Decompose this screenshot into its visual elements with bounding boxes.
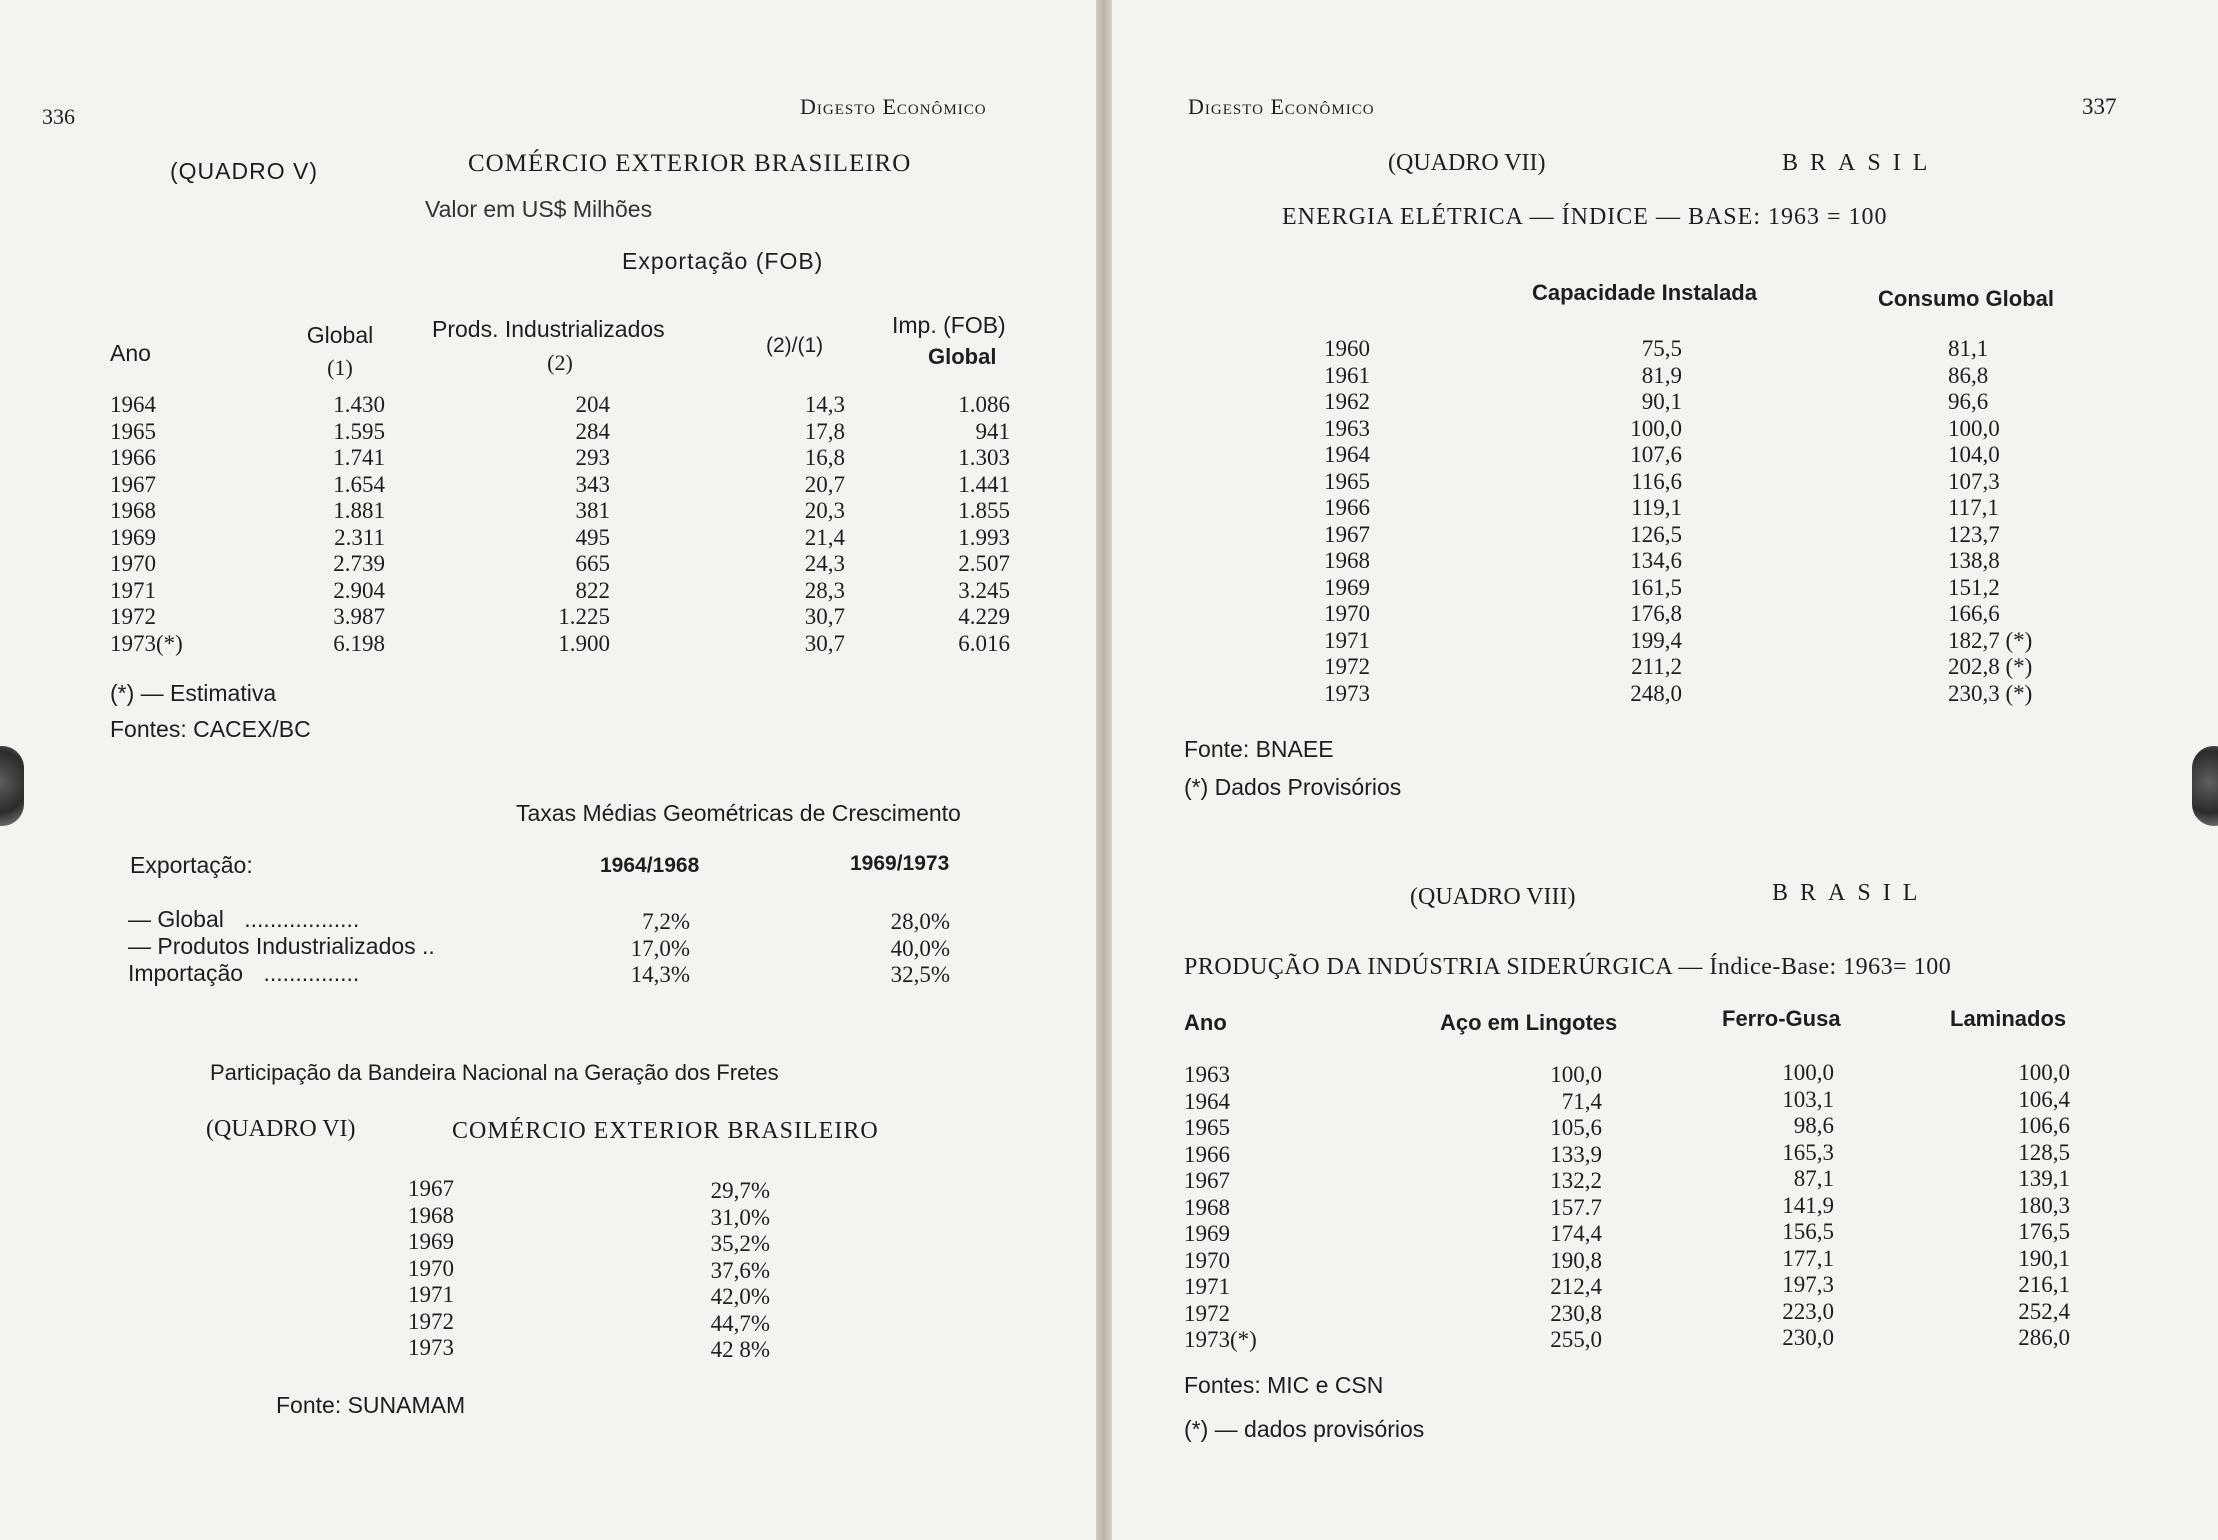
period-2: 1969/1973 [850, 852, 950, 875]
taxas-v1-cell: 17,0% [630, 935, 690, 961]
year-cell: 1972 [1184, 1300, 1230, 1326]
ratio-cell: 20,7 [804, 471, 845, 497]
consumo-cell: 166,6 [1948, 601, 2000, 626]
year-cell: 1970 [1184, 1247, 1230, 1273]
taxas-row-label: — Global [128, 906, 224, 932]
fretes-value: 37,6% [710, 1257, 770, 1283]
global-cell: 2.739 [333, 551, 385, 576]
header-ano: Ano [110, 340, 151, 366]
prods-cell: 293 [575, 445, 610, 470]
ratio-cell: 17,8 [804, 418, 845, 444]
year-cell: 1966 [1324, 495, 1370, 520]
year-cell: 1965 [1184, 1115, 1230, 1140]
laminados-cell: 252,4 [2018, 1298, 2070, 1324]
year-cell: 1967 [1184, 1168, 1230, 1193]
fretes-year: 1969 [408, 1229, 454, 1254]
fretes-value: 29,7% [710, 1178, 770, 1203]
year-cell: 1968 [1184, 1194, 1230, 1220]
year-cell: 1965 [1324, 468, 1370, 494]
aco-cell: 100,0 [1550, 1062, 1602, 1087]
laminados-cell: 106,4 [2018, 1086, 2070, 1112]
capacidade-cell: 90,1 [1641, 389, 1682, 414]
year-cell: 1967 [1324, 521, 1370, 547]
ferro-cell: 165,3 [1782, 1139, 1834, 1165]
page-number: 336 [42, 104, 75, 129]
fretes-value: 42,0% [710, 1284, 770, 1309]
consumo-cell: 117,1 [1948, 495, 1999, 520]
year-cell: 1969 [110, 524, 156, 550]
left-page [0, 0, 1096, 1540]
laminados-cell: 106,6 [2018, 1113, 2070, 1138]
prods-cell: 822 [575, 577, 610, 603]
binding-hole [0, 746, 24, 826]
year-cell: 1972 [110, 604, 156, 629]
year-cell: 1970 [110, 551, 156, 576]
quadro-v-years [110, 392, 230, 657]
global-cell: 1.430 [333, 392, 385, 417]
year-cell: 1967 [110, 471, 156, 497]
quadro-viii-aco [1502, 1062, 1602, 1354]
quadro-vii-years [1324, 336, 1424, 707]
capacidade-cell: 248,0 [1630, 680, 1682, 706]
taxas-row-label: Importação [128, 960, 244, 986]
year-cell: 1973(*) [1184, 1327, 1257, 1352]
header-ferro: Ferro-Gusa [1722, 1006, 1841, 1031]
imp-cell: 1.855 [958, 498, 1010, 523]
quadro-v-label: (QUADRO V) [170, 158, 318, 184]
header-capacidade: Capacidade Instalada [1532, 280, 1757, 305]
right-page [1112, 0, 2218, 1540]
quadro-vii-consumo [1948, 336, 2108, 707]
prods-cell: 204 [575, 392, 610, 417]
running-head: Digesto Econômico [1188, 94, 1375, 119]
running-head: Digesto Econômico [800, 94, 987, 119]
capacidade-cell: 119,1 [1631, 495, 1682, 520]
taxas-v1 [560, 908, 690, 988]
quadro-viii-country: BRASIL [1772, 880, 1930, 906]
year-cell: 1965 [110, 418, 156, 444]
taxas-row [128, 960, 435, 987]
consumo-cell: 81,1 [1948, 336, 1989, 361]
taxas-v2 [820, 908, 950, 988]
year-cell: 1962 [1324, 389, 1370, 414]
fretes-year: 1967 [408, 1176, 454, 1201]
ratio-cell: 20,3 [804, 498, 845, 523]
quadro-viii-ferro [1734, 1060, 1834, 1352]
quadro-vi-subtitle: COMÉRCIO EXTERIOR BRASILEIRO [452, 1118, 879, 1144]
year-cell: 1968 [1324, 548, 1370, 573]
quadro-vii-country: BRASIL [1782, 150, 1940, 176]
quadro-v-imp [900, 392, 1010, 657]
header-imp: Imp. (FOB) [892, 312, 1006, 338]
laminados-cell: 286,0 [2018, 1325, 2070, 1350]
ferro-cell: 177,1 [1782, 1245, 1834, 1271]
ferro-cell: 197,3 [1782, 1272, 1834, 1297]
header-global: Global [306, 322, 374, 348]
participacao-title: Participação da Bandeira Nacional na Geração dos Fretes [210, 1060, 779, 1085]
imp-cell: 2.507 [958, 551, 1010, 576]
year-cell: 1970 [1324, 601, 1370, 626]
taxas-v2-cell: 28,0% [890, 909, 950, 934]
quadro-viii-laminados [1970, 1060, 2070, 1352]
laminados-cell: 139,1 [2018, 1166, 2070, 1191]
consumo-cell: 182,7 (*) [1948, 627, 2033, 653]
aco-cell: 255,0 [1550, 1327, 1602, 1352]
prods-cell: 381 [575, 498, 610, 523]
consumo-cell: 100,0 [1948, 415, 2000, 441]
ferro-cell: 223,0 [1782, 1298, 1834, 1324]
year-cell: 1969 [1184, 1221, 1230, 1246]
quadro-viii-note: (*) — dados provisórios [1184, 1416, 1425, 1442]
imp-cell: 4.229 [958, 604, 1010, 629]
imp-cell: 3.245 [958, 577, 1010, 603]
header-aco: Aço em Lingotes [1440, 1010, 1618, 1035]
consumo-cell: 107,3 [1948, 468, 2000, 494]
imp-cell: 1.993 [958, 524, 1010, 550]
global-cell: 6.198 [333, 630, 385, 656]
quadro-vi-label: (QUADRO VI) [206, 1116, 356, 1142]
capacidade-cell: 134,6 [1630, 548, 1682, 573]
fretes-year: 1968 [408, 1202, 454, 1228]
header-prods-n: (2) [547, 350, 573, 375]
capacidade-cell: 211,2 [1631, 654, 1682, 679]
taxas-row [128, 906, 435, 933]
taxas-v1-cell: 14,3% [630, 962, 690, 987]
laminados-cell: 128,5 [2018, 1139, 2070, 1165]
prods-cell: 343 [575, 471, 610, 497]
export-heading: Exportação (FOB) [622, 248, 824, 274]
aco-cell: 157.7 [1550, 1194, 1602, 1220]
quadro-vii-subtitle: ENERGIA ELÉTRICA — ÍNDICE — BASE: 1963 = 100 [1282, 204, 1888, 230]
fretes-value: 42 8% [710, 1337, 770, 1362]
imp-cell: 1.441 [958, 471, 1010, 497]
year-cell: 1966 [1184, 1141, 1230, 1167]
header-ratio: (2)/(1) [766, 334, 824, 357]
capacidade-cell: 126,5 [1630, 521, 1682, 547]
year-cell: 1971 [1184, 1274, 1230, 1299]
quadro-v-global [280, 392, 385, 657]
prods-cell: 284 [575, 418, 610, 444]
binding-hole [2192, 746, 2218, 826]
fretes-year: 1972 [408, 1308, 454, 1334]
global-cell: 1.741 [333, 445, 385, 470]
page-number: 337 [2082, 94, 2117, 119]
capacidade-cell: 161,5 [1630, 574, 1682, 600]
taxas-row-dots: ............... [263, 960, 360, 986]
aco-cell: 105,6 [1550, 1115, 1602, 1140]
aco-cell: 133,9 [1550, 1141, 1602, 1167]
fretes-value: 31,0% [710, 1204, 770, 1230]
capacidade-cell: 100,0 [1630, 415, 1682, 441]
ferro-cell: 141,9 [1782, 1192, 1834, 1218]
taxas-row [128, 933, 435, 960]
quadro-v-title: COMÉRCIO EXTERIOR BRASILEIRO [468, 150, 912, 177]
consumo-cell: 138,8 [1948, 548, 2000, 573]
aco-cell: 71,4 [1561, 1088, 1602, 1114]
year-cell: 1969 [1324, 574, 1370, 600]
quadro-vi-values [640, 1178, 770, 1364]
capacidade-cell: 81,9 [1641, 362, 1682, 388]
ratio-cell: 14,3 [804, 392, 845, 417]
aco-cell: 132,2 [1550, 1168, 1602, 1193]
taxas-labels [128, 906, 435, 987]
year-cell: 1973(*) [110, 630, 183, 656]
global-cell: 2.904 [333, 577, 385, 603]
capacidade-cell: 107,6 [1630, 442, 1682, 467]
quadro-v-sources: Fontes: CACEX/BC [110, 716, 311, 742]
fretes-value: 35,2% [710, 1231, 770, 1256]
ferro-cell: 98,6 [1793, 1113, 1834, 1138]
year-cell: 1964 [1184, 1088, 1230, 1114]
aco-cell: 230,8 [1550, 1300, 1602, 1326]
year-cell: 1973 [1324, 680, 1370, 706]
capacidade-cell: 176,8 [1630, 601, 1682, 626]
header-consumo: Consumo Global [1878, 286, 2054, 311]
quadro-vi-source: Fonte: SUNAMAM [276, 1392, 466, 1418]
prods-cell: 1.225 [558, 604, 610, 629]
taxas-v2-cell: 40,0% [890, 935, 950, 961]
ferro-cell: 103,1 [1782, 1086, 1834, 1112]
consumo-cell: 202,8 (*) [1948, 654, 2033, 679]
period-1: 1964/1968 [600, 854, 700, 877]
global-cell: 1.654 [333, 471, 385, 497]
ratio-cell: 16,8 [804, 445, 845, 470]
consumo-cell: 86,8 [1948, 362, 1989, 388]
imp-cell: 941 [975, 418, 1010, 444]
quadro-vii-source: Fonte: BNAEE [1184, 736, 1334, 762]
global-cell: 1.595 [333, 418, 385, 444]
prods-cell: 495 [575, 524, 610, 550]
fretes-value: 44,7% [710, 1310, 770, 1336]
quadro-vii-capacidade [1582, 336, 1682, 707]
year-cell: 1964 [110, 392, 156, 417]
prods-cell: 1.900 [558, 630, 610, 656]
taxas-label: Exportação: [130, 852, 253, 878]
consumo-cell: 230,3 (*) [1948, 680, 2033, 706]
consumo-cell: 151,2 [1948, 574, 2000, 600]
ratio-cell: 30,7 [804, 604, 845, 629]
year-cell: 1963 [1184, 1062, 1230, 1087]
estimate-note: (*) — Estimativa [110, 680, 277, 706]
global-cell: 1.881 [333, 498, 385, 523]
ferro-cell: 156,5 [1782, 1219, 1834, 1244]
consumo-cell: 123,7 [1948, 521, 2000, 547]
ratio-cell: 28,3 [804, 577, 845, 603]
header-prods: Prods. Industrializados [432, 316, 665, 342]
ratio-cell: 21,4 [804, 524, 845, 550]
ratio-cell: 30,7 [804, 630, 845, 656]
imp-cell: 1.086 [958, 392, 1010, 417]
quadro-v-prods [500, 392, 610, 657]
laminados-cell: 100,0 [2018, 1060, 2070, 1085]
taxas-v2-cell: 32,5% [890, 962, 950, 987]
fretes-year: 1970 [408, 1255, 454, 1281]
quadro-vi-years [408, 1176, 508, 1362]
year-cell: 1961 [1324, 362, 1370, 388]
taxas-row-dots: .................. [244, 906, 360, 932]
year-cell: 1963 [1324, 415, 1370, 441]
year-cell: 1966 [110, 445, 156, 470]
quadro-viii-sources: Fontes: MIC e CSN [1184, 1372, 1384, 1398]
aco-cell: 190,8 [1550, 1247, 1602, 1273]
book-gutter [1096, 0, 1112, 1540]
year-cell: 1971 [1324, 627, 1370, 653]
header-laminados: Laminados [1950, 1006, 2067, 1031]
prods-cell: 665 [575, 551, 610, 576]
ferro-cell: 100,0 [1782, 1060, 1834, 1085]
global-cell: 3.987 [333, 604, 385, 629]
quadro-viii-title: PRODUÇÃO DA INDÚSTRIA SIDERÚRGICA — Índice-Base: 1963= 100 [1184, 954, 1952, 980]
year-cell: 1968 [110, 498, 156, 523]
laminados-cell: 216,1 [2018, 1272, 2070, 1297]
year-cell: 1964 [1324, 442, 1370, 467]
consumo-cell: 96,6 [1948, 389, 1989, 414]
quadro-vii-note: (*) Dados Provisórios [1184, 774, 1402, 800]
capacidade-cell: 116,6 [1631, 468, 1682, 494]
quadro-v-ratio [740, 392, 845, 657]
aco-cell: 212,4 [1550, 1274, 1602, 1299]
quadro-viii-label: (QUADRO VIII) [1410, 884, 1576, 910]
taxas-title: Taxas Médias Geométricas de Crescimento [516, 800, 961, 826]
year-cell: 1971 [110, 577, 156, 603]
header-global-n: (1) [327, 355, 353, 380]
fretes-year: 1973 [408, 1335, 454, 1360]
quadro-vii-label: (QUADRO VII) [1388, 150, 1546, 176]
quadro-viii-years [1184, 1062, 1304, 1354]
taxas-row-dots: .. [422, 933, 435, 959]
taxas-v1-cell: 7,2% [642, 909, 690, 934]
laminados-cell: 176,5 [2018, 1219, 2070, 1244]
ferro-cell: 87,1 [1793, 1166, 1834, 1191]
year-cell: 1972 [1324, 654, 1370, 679]
taxas-row-label: — Produtos Industrializados [128, 933, 416, 959]
ratio-cell: 24,3 [804, 551, 845, 576]
quadro-v-subtitle: Valor em US$ Milhões [425, 196, 653, 222]
imp-cell: 1.303 [958, 445, 1010, 470]
global-cell: 2.311 [334, 524, 385, 550]
consumo-cell: 104,0 [1948, 442, 2000, 467]
capacidade-cell: 199,4 [1630, 627, 1682, 653]
ferro-cell: 230,0 [1782, 1325, 1834, 1350]
fretes-year: 1971 [408, 1282, 454, 1307]
header-ano: Ano [1184, 1010, 1227, 1035]
laminados-cell: 190,1 [2018, 1245, 2070, 1271]
header-imp-global: Global [928, 344, 997, 369]
year-cell: 1960 [1324, 336, 1370, 361]
aco-cell: 174,4 [1550, 1221, 1602, 1246]
laminados-cell: 180,3 [2018, 1192, 2070, 1218]
imp-cell: 6.016 [958, 630, 1010, 656]
capacidade-cell: 75,5 [1641, 336, 1682, 361]
